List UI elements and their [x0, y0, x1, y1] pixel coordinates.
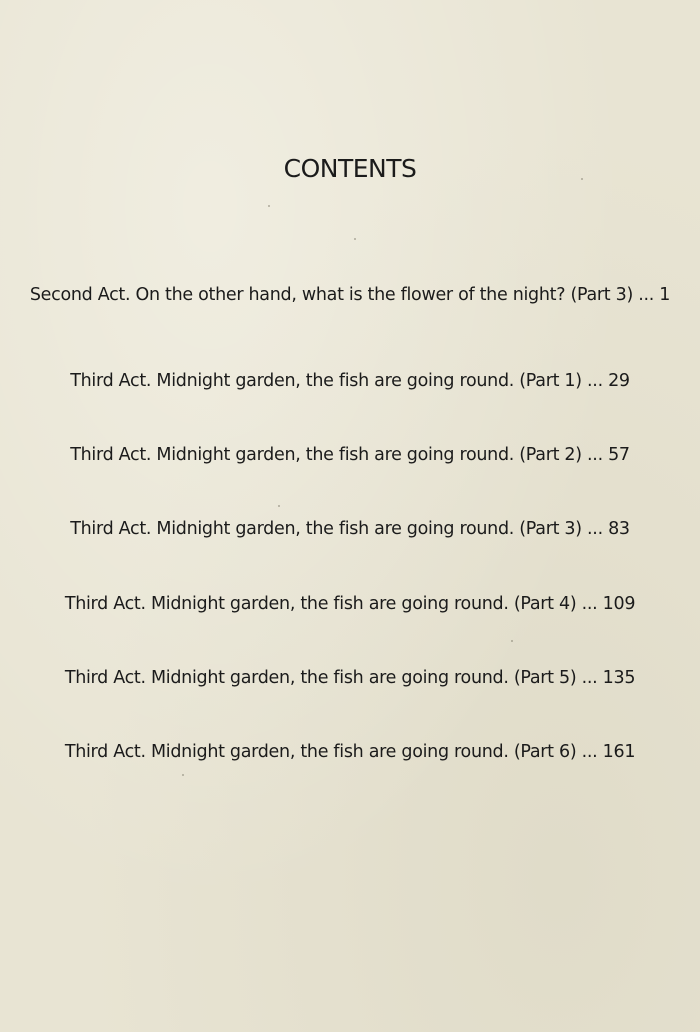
toc-entry: Second Act. On the other hand, what is the flower of the night? (Part 3) ... 1 [29, 285, 671, 305]
page-title: CONTENTS [283, 154, 417, 183]
toc-entry: Third Act. Midnight garden, the fish are going round. (Part 3) ... 83 [70, 519, 630, 539]
paper-fleck [354, 238, 356, 240]
toc-entry: Third Act. Midnight garden, the fish are going round. (Part 1) ... 29 [70, 371, 630, 391]
paper-fleck [511, 640, 513, 642]
toc-entry: Third Act. Midnight garden, the fish are going round. (Part 5) ... 135 [64, 668, 636, 688]
toc-entry: Third Act. Midnight garden, the fish are going round. (Part 4) ... 109 [64, 594, 636, 614]
toc-entry: Third Act. Midnight garden, the fish are going round. (Part 6) ... 161 [64, 742, 636, 762]
paper-fleck [278, 505, 280, 507]
paper-fleck [182, 774, 184, 776]
paper-fleck [268, 205, 270, 207]
toc-entry: Third Act. Midnight garden, the fish are going round. (Part 2) ... 57 [70, 445, 630, 465]
